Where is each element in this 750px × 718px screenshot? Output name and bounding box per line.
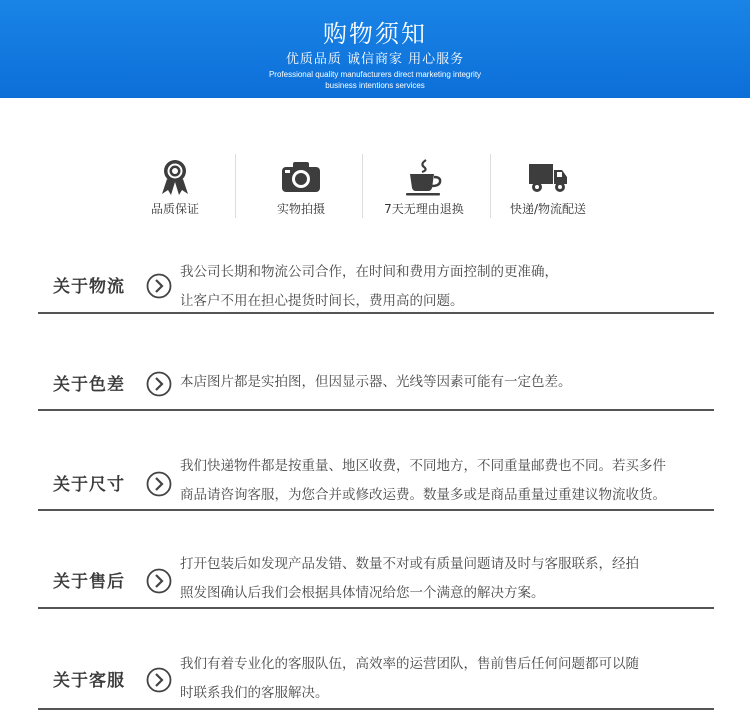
notice-text-line: 我们快递物件都是按重量、地区收费，不同地方，不同重量邮费也不同。若买多件 bbox=[180, 458, 666, 474]
notice-logistics bbox=[38, 258, 714, 316]
notice-text bbox=[180, 650, 712, 708]
feature-quality bbox=[120, 152, 230, 220]
notice-label: 关于尺寸 bbox=[53, 475, 125, 495]
chevron-right-icon bbox=[146, 273, 172, 299]
notice-text bbox=[180, 452, 712, 510]
feature-label: 实物拍摄 bbox=[276, 202, 325, 216]
camera-icon bbox=[281, 158, 321, 196]
page-title: 购物须知 bbox=[323, 20, 427, 48]
chevron-right-icon bbox=[146, 371, 172, 397]
chevron-right-icon bbox=[146, 471, 172, 497]
feature-label: 快递/物流配送 bbox=[509, 202, 587, 216]
feature-label: 7天无理由退换 bbox=[384, 202, 464, 216]
notice-text bbox=[180, 368, 712, 397]
notice-text-line: 商品请咨询客服，为您合并或修改运费。数量多或是商品重量过重建议物流收货。 bbox=[180, 487, 666, 503]
notice-aftersales bbox=[38, 551, 714, 609]
notice-label: 关于售后 bbox=[53, 572, 125, 592]
award-ribbon-icon bbox=[155, 158, 195, 196]
notice-text-line: 我公司长期和物流公司合作，在时间和费用方面控制的更准确， bbox=[180, 264, 558, 280]
section-divider bbox=[38, 409, 714, 411]
notice-size bbox=[38, 454, 714, 512]
header-banner bbox=[0, 0, 750, 98]
feature-shipping bbox=[493, 152, 603, 220]
coffee-cup-icon bbox=[404, 158, 444, 196]
truck-icon bbox=[528, 158, 568, 196]
notice-customer-service bbox=[38, 650, 714, 712]
feature-divider bbox=[362, 154, 363, 218]
notice-text-line: 照发图确认后我们会根据具体情况给您一个满意的解决方案。 bbox=[180, 585, 545, 601]
notice-text-line: 本店图片都是实拍图，但因显示器、光线等因素可能有一定色差。 bbox=[180, 374, 572, 390]
notice-label: 关于客服 bbox=[53, 671, 125, 691]
section-divider bbox=[38, 312, 714, 314]
feature-return bbox=[369, 152, 479, 220]
notice-text bbox=[180, 550, 712, 608]
english-tagline-line1: Professional quality manufacturers direct marketing integrity bbox=[268, 70, 482, 79]
notice-text bbox=[180, 258, 712, 316]
notice-text-line: 我们有着专业化的客服队伍，高效率的运营团队，售前售后任何问题都可以随 bbox=[180, 656, 639, 672]
notice-text-line: 让客户不用在担心提货时间长，费用高的问题。 bbox=[180, 293, 464, 309]
feature-label: 品质保证 bbox=[150, 202, 199, 216]
section-divider bbox=[38, 607, 714, 609]
notice-text-line: 打开包装后如发现产品发错、数量不对或有质量问题请及时与客服联系，经拍 bbox=[180, 556, 639, 572]
notice-text-line: 时联系我们的客服解决。 bbox=[180, 685, 329, 701]
feature-divider bbox=[490, 154, 491, 218]
chevron-right-icon bbox=[146, 568, 172, 594]
notice-color bbox=[38, 356, 714, 414]
feature-divider bbox=[235, 154, 236, 218]
english-tagline-line2: business intentions services bbox=[325, 81, 425, 90]
section-divider bbox=[38, 708, 714, 710]
notice-label: 关于物流 bbox=[53, 277, 125, 297]
section-divider bbox=[38, 509, 714, 511]
chevron-right-icon bbox=[146, 667, 172, 693]
page-subtitle: 优质品质 诚信商家 用心服务 bbox=[285, 52, 465, 67]
notice-label: 关于色差 bbox=[53, 375, 125, 395]
feature-photo bbox=[246, 152, 356, 220]
